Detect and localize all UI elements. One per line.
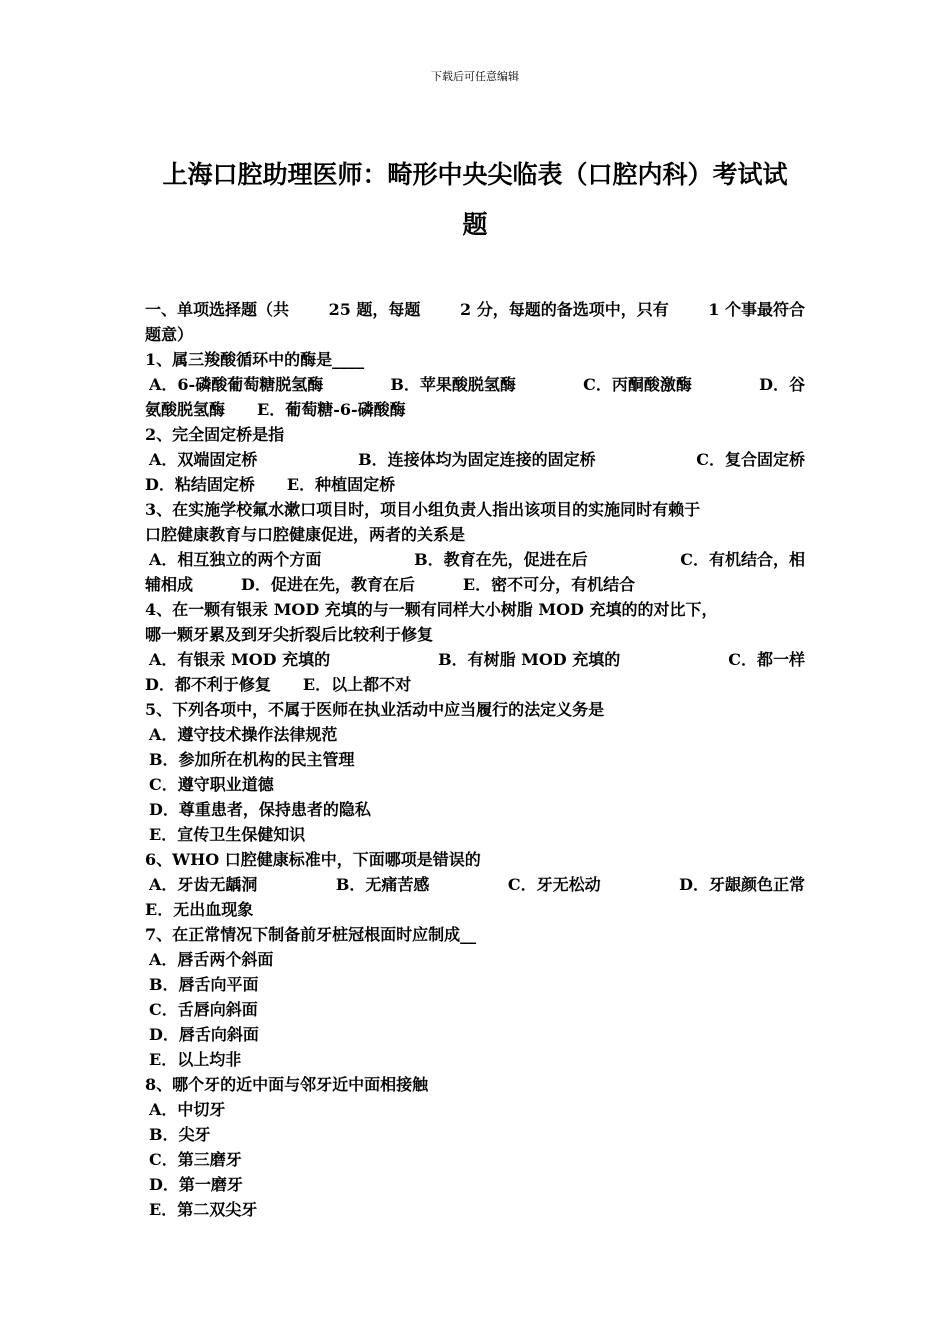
option: A．有银汞 MOD 充填的 (149, 650, 331, 669)
option: A．牙齿无龋洞 (149, 875, 258, 894)
option: B．教育在先，促进在后 (414, 550, 588, 569)
question-3-options (145, 547, 805, 572)
option: D．第一磨牙 (149, 1175, 243, 1194)
option: C．有机结合，相 (680, 550, 805, 569)
question-6-options-cont: E．无出血现象 (145, 900, 254, 919)
option: C．第三磨牙 (149, 1150, 242, 1169)
option: C．舌唇向斜面 (149, 1000, 258, 1019)
option: B．苹果酸脱氢酶 (390, 375, 516, 394)
title-line-2: 题 (462, 210, 488, 239)
option: D．谷 (759, 375, 805, 394)
question-1-options-cont: 氨酸脱氢酶 E．葡萄糖-6-磷酸酶 (145, 400, 406, 419)
question-7-stem: 7、在正常情况下制备前牙桩冠根面时应制成__ (145, 925, 477, 944)
question-1-stem: 1、属三羧酸循环中的酶是____ (145, 350, 365, 369)
option: B．连接体均为固定连接的固定桥 (358, 450, 596, 469)
question-4-options-cont: D．都不利于修复 E．以上都不对 (145, 675, 412, 694)
option: C．复合固定桥 (696, 450, 805, 469)
option: C．都一样 (728, 650, 805, 669)
option: E．第二双尖牙 (149, 1200, 258, 1219)
question-4-stem: 4、在一颗有银汞 MOD 充填的与一颗有同样大小树脂 MOD 充填的的对比下， (145, 600, 718, 619)
option: B．有树脂 MOD 充填的 (438, 650, 621, 669)
option: B．参加所在机构的民主管理 (149, 750, 355, 769)
option: A．遵守技术操作法律规范 (149, 725, 338, 744)
option: A．相互独立的两个方面 (149, 550, 322, 569)
question-4-stem-cont: 哪一颗牙累及到牙尖折裂后比较利于修复 (145, 625, 434, 644)
option: C．丙酮酸激酶 (583, 375, 692, 394)
option: B．尖牙 (149, 1125, 211, 1144)
section-heading-part-b: 25 题，每题 (328, 300, 421, 319)
question-1-options (145, 372, 805, 397)
header-note: 下载后可任意编辑 (431, 70, 519, 83)
option: A．双端固定桥 (149, 450, 258, 469)
option: C．牙无松动 (507, 875, 601, 894)
option: B．无痛苦感 (335, 875, 430, 894)
option: D．唇舌向斜面 (149, 1025, 259, 1044)
page-title (145, 150, 805, 250)
question-3-stem: 3、在实施学校氟水漱口项目时，项目小组负责人指出该项目的实施同时有赖于 (145, 500, 701, 519)
question-2-options-cont: D．粘结固定桥 E．种植固定桥 (145, 475, 396, 494)
option: C．遵守职业道德 (149, 775, 274, 794)
question-5-stem: 5、下列各项中，不属于医师在执业活动中应当履行的法定义务是 (145, 700, 605, 719)
question-2-stem: 2、完全固定桥是指 (145, 425, 285, 444)
question-3-options-cont: 辅相成 D．促进在先，教育在后 E．密不可分，有机结合 (145, 575, 636, 594)
option: D．尊重患者，保持患者的隐私 (149, 800, 371, 819)
question-8-stem: 8、哪个牙的近中面与邻牙近中面相接触 (145, 1075, 429, 1094)
section-heading-cont: 题意） (145, 325, 194, 344)
option: A．中切牙 (149, 1100, 226, 1119)
option: B．唇舌向平面 (149, 975, 259, 994)
title-line-1: 上海口腔助理医师：畸形中央尖临表（口腔内科）考试试 (162, 160, 788, 189)
option: E．宣传卫生保健知识 (149, 825, 306, 844)
question-4-options (145, 647, 805, 672)
question-6-stem: 6、WHO 口腔健康标准中，下面哪项是错误的 (145, 850, 481, 869)
question-2-options (145, 447, 805, 472)
section-heading-part-a: 一、单项选择题（共 (145, 300, 290, 319)
section-heading (145, 297, 805, 322)
question-3-stem-cont: 口腔健康教育与口腔健康促进，两者的关系是 (145, 525, 466, 544)
section-heading-part-c: 2 分，每题的备选项中，只有 (459, 300, 669, 319)
section-heading-part-d: 1 个事最符合 (708, 300, 805, 319)
option: A．6-磷酸葡萄糖脱氢酶 (149, 375, 324, 394)
option: E．以上均非 (149, 1050, 242, 1069)
option: A．唇舌两个斜面 (149, 950, 274, 969)
option: D．牙龈颜色正常 (679, 875, 805, 894)
document-body (145, 297, 805, 1222)
question-6-options (145, 872, 805, 897)
